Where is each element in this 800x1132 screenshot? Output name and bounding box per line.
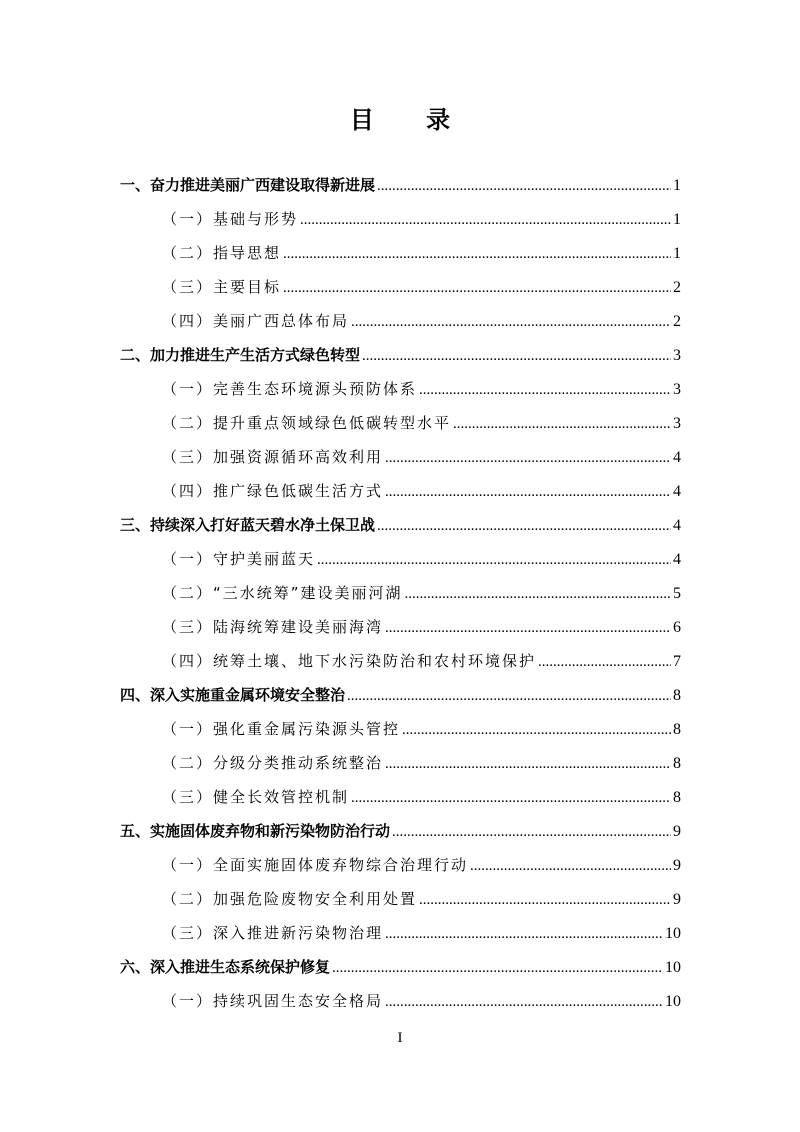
toc-dot-leader [538, 645, 671, 679]
toc-entry-label: （三）健全长效管控机制 [162, 788, 350, 806]
toc-dot-leader [377, 509, 671, 543]
toc-page-number: 3 [673, 415, 681, 432]
toc-entry-subsection[interactable] [120, 474, 681, 508]
toc-page-number: 5 [673, 585, 681, 602]
toc-dot-leader [385, 917, 663, 951]
toc-page-number: 1 [673, 177, 681, 194]
toc-dot-leader [419, 373, 671, 407]
toc-page-number: 2 [673, 313, 681, 330]
toc-entry-label: （三）陆海统筹建设美丽海湾 [162, 618, 384, 636]
toc-dot-leader [385, 985, 663, 1019]
toc-entry-label: 二、加力推进生产生活方式绿色转型 [120, 346, 361, 364]
toc-page-number: 4 [673, 449, 681, 466]
footer-page-number: I [397, 1030, 403, 1046]
toc-entry-section-1[interactable] [120, 168, 681, 202]
toc-page-number: 8 [673, 721, 681, 738]
toc-entry-subsection[interactable] [120, 610, 681, 644]
toc-entry-subsection[interactable] [120, 440, 681, 474]
toc-entry-subsection[interactable] [120, 576, 681, 610]
toc-dot-leader [300, 203, 671, 237]
toc-entry-label: （一）全面实施固体废弃物综合治理行动 [162, 856, 469, 874]
toc-entry-label: （四）推广绿色低碳生活方式 [162, 482, 384, 500]
toc-dot-leader [453, 407, 671, 441]
toc-entry-subsection[interactable] [120, 746, 681, 780]
toc-dot-leader [405, 577, 671, 611]
toc-entry-section-6[interactable] [120, 950, 681, 984]
toc-page-number: 8 [673, 755, 681, 772]
toc-page-number: 8 [673, 687, 681, 704]
toc-page-number: 9 [673, 823, 681, 840]
toc-entry-subsection[interactable] [120, 712, 681, 746]
toc-page-number: 8 [673, 789, 681, 806]
toc-dot-leader [332, 951, 663, 985]
toc-entry-label: （一）持续巩固生态安全格局 [162, 992, 384, 1010]
toc-entry-section-5[interactable] [120, 814, 681, 848]
toc-entry-section-4[interactable] [120, 678, 681, 712]
toc-dot-leader [317, 543, 671, 577]
toc-page-number: 4 [673, 517, 681, 534]
toc-entry-section-2[interactable] [120, 338, 681, 372]
toc-page-number: 4 [673, 551, 681, 568]
toc-entry-label: （一）守护美丽蓝天 [162, 550, 316, 568]
toc-dot-leader [402, 713, 671, 747]
toc-entry-label: 四、深入实施重金属环境安全整治 [120, 686, 346, 704]
toc-entry-label: （二）指导思想 [162, 244, 282, 262]
toc-dot-leader [351, 781, 671, 815]
toc-entry-label: （四）统筹土壤、地下水污染防治和农村环境保护 [162, 652, 537, 670]
toc-entry-label: 五、实施固体废弃物和新污染物防治行动 [120, 822, 391, 840]
toc-entry-label: （一）强化重金属污染源头管控 [162, 720, 401, 738]
toc-entry-subsection[interactable] [120, 236, 681, 270]
toc-page-number: 10 [665, 993, 681, 1010]
page-title: 目 录 [349, 106, 473, 134]
toc-entry-label: （三）主要目标 [162, 278, 282, 296]
toc-entry-section-3[interactable] [120, 508, 681, 542]
toc-page-number: 1 [673, 211, 681, 228]
toc-dot-leader [392, 815, 671, 849]
toc-page-number: 10 [665, 925, 681, 942]
toc-dot-leader [470, 849, 671, 883]
toc-dot-leader [351, 305, 671, 339]
toc-entry-subsection[interactable] [120, 406, 681, 440]
toc-entry-label: （二）加强危险废物安全利用处置 [162, 890, 418, 908]
toc-dot-leader [385, 747, 671, 781]
toc-entry-label: （一）基础与形势 [162, 210, 299, 228]
toc-page-number: 7 [673, 653, 681, 670]
toc-entry-label: （二）“三水统筹”建设美丽河湖 [162, 584, 403, 602]
toc-page-number: 9 [673, 857, 681, 874]
toc-entry-subsection[interactable] [120, 542, 681, 576]
toc-entry-label: （一）完善生态环境源头预防体系 [162, 380, 418, 398]
toc-dot-leader [347, 679, 671, 713]
toc-dot-leader [283, 271, 671, 305]
toc-entry-label: （三）加强资源循环高效利用 [162, 448, 384, 466]
toc-dot-leader [283, 237, 671, 271]
toc-entry-subsection[interactable] [120, 372, 681, 406]
toc-page-number: 4 [673, 483, 681, 500]
toc-page-number: 1 [673, 245, 681, 262]
toc-page-number: 2 [673, 279, 681, 296]
toc-entry-subsection[interactable] [120, 644, 681, 678]
toc-page-number: 3 [673, 381, 681, 398]
toc-dot-leader [419, 883, 671, 917]
toc-page-number: 10 [665, 959, 681, 976]
toc-entry-subsection[interactable] [120, 848, 681, 882]
toc-entry-label: （四）美丽广西总体布局 [162, 312, 350, 330]
toc-entry-subsection[interactable] [120, 882, 681, 916]
toc-entry-subsection[interactable] [120, 270, 681, 304]
toc-dot-leader [385, 441, 671, 475]
toc-entry-subsection[interactable] [120, 202, 681, 236]
toc-dot-leader [385, 611, 671, 645]
table-of-contents [120, 168, 681, 1018]
toc-entry-subsection[interactable] [120, 984, 681, 1018]
toc-dot-leader [377, 169, 671, 203]
toc-entry-subsection[interactable] [120, 916, 681, 950]
toc-entry-label: 六、深入推进生态系统保护修复 [120, 958, 331, 976]
toc-entry-label: 一、奋力推进美丽广西建设取得新进展 [120, 176, 376, 194]
toc-entry-label: 三、持续深入打好蓝天碧水净土保卫战 [120, 516, 376, 534]
toc-page-number: 9 [673, 891, 681, 908]
toc-entry-subsection[interactable] [120, 304, 681, 338]
toc-entry-label: （二）提升重点领域绿色低碳转型水平 [162, 414, 452, 432]
toc-page-number: 3 [673, 347, 681, 364]
toc-dot-leader [362, 339, 671, 373]
toc-entry-label: （二）分级分类推动系统整治 [162, 754, 384, 772]
toc-page-number: 6 [673, 619, 681, 636]
toc-dot-leader [385, 475, 671, 509]
toc-entry-subsection[interactable] [120, 780, 681, 814]
toc-entry-label: （三）深入推进新污染物治理 [162, 924, 384, 942]
